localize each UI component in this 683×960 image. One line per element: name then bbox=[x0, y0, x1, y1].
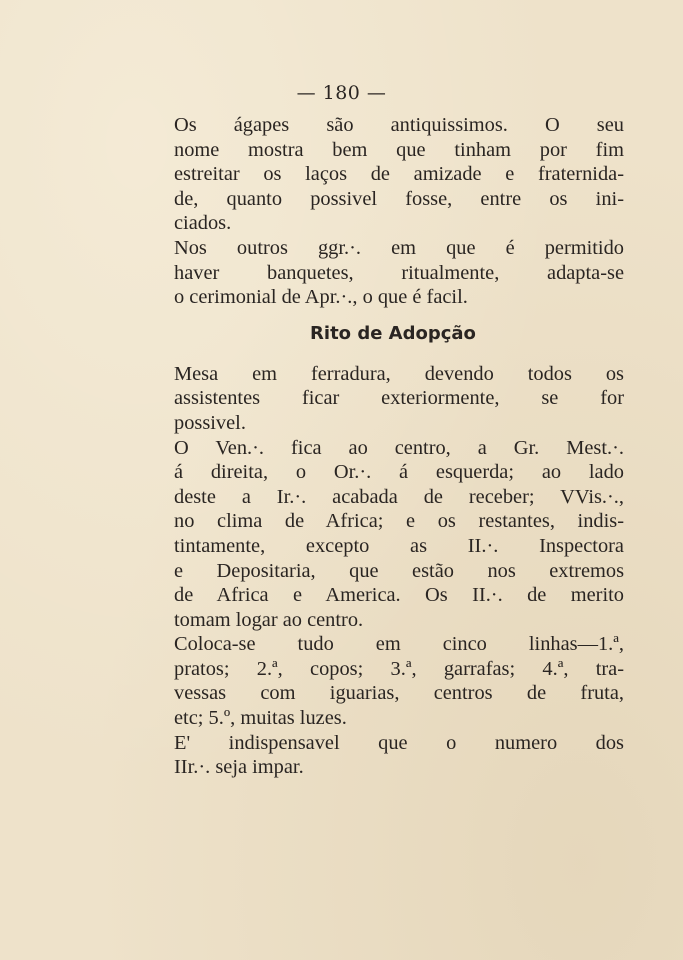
text-line: ciados. bbox=[174, 212, 232, 235]
page-number: — 180 — bbox=[296, 82, 387, 104]
text-line: tintamente, excepto as II.·. Inspectora bbox=[174, 534, 624, 557]
text-line: Nos outros ggr.·. em que é permitido bbox=[174, 236, 624, 259]
text-line: pratos; 2.ª, copos; 3.ª, garrafas; 4.ª, tra- bbox=[174, 657, 624, 680]
paragraph bbox=[152, 236, 624, 310]
text-line: O Ven.·. fica ao centro, a Gr. Mest.·. bbox=[174, 436, 624, 459]
section-rito-de-adopcao bbox=[152, 362, 624, 780]
text-line: e Depositaria, que estão nos extremos bbox=[174, 559, 624, 582]
paragraph bbox=[152, 632, 624, 730]
text-line: possivel. bbox=[174, 411, 246, 434]
text-line: estreitar os laços de amizade e fraternida- bbox=[174, 163, 624, 186]
text-line: o cerimonial de Apr.·., o que é facil. bbox=[174, 286, 468, 309]
text-line: assistentes ficar exteriormente, se for bbox=[174, 387, 624, 410]
text-line: tomam logar ao centro. bbox=[174, 608, 364, 631]
text-line: IIr.·. seja impar. bbox=[174, 756, 304, 779]
paragraph bbox=[152, 362, 624, 436]
paragraph bbox=[152, 436, 624, 633]
text-line: Os ágapes são antiquissimos. O seu bbox=[174, 114, 624, 136]
text-line: deste a Ir.·. acabada de receber; VVis.·., bbox=[174, 485, 624, 508]
text-line: Coloca-se tudo em cinco linhas—1.ª, bbox=[174, 633, 624, 656]
text-line: vessas com iguarias, centros de fruta, bbox=[174, 682, 624, 705]
text-line: haver banquetes, ritualmente, adapta-se bbox=[174, 261, 624, 284]
paragraph bbox=[152, 731, 624, 780]
text-line: de, quanto possivel fosse, entre os ini- bbox=[174, 187, 624, 210]
text-line: Mesa em ferradura, devendo todos os bbox=[174, 362, 624, 385]
body-text bbox=[152, 113, 624, 780]
section-heading: Rito de Adopção bbox=[310, 322, 476, 344]
text-line: de Africa e America. Os II.·. de merito bbox=[174, 584, 624, 607]
text-line: nome mostra bem que tinham por fim bbox=[174, 138, 624, 161]
text-line: no clima de Africa; e os restantes, indis- bbox=[174, 510, 624, 533]
text-line: etc; 5.º, muitas luzes. bbox=[174, 707, 347, 730]
section-agapes bbox=[152, 113, 624, 310]
text-line: E' indispensavel que o numero dos bbox=[174, 731, 624, 754]
paragraph bbox=[152, 113, 624, 236]
text-line: á direita, o Or.·. á esquerda; ao lado bbox=[174, 461, 624, 484]
